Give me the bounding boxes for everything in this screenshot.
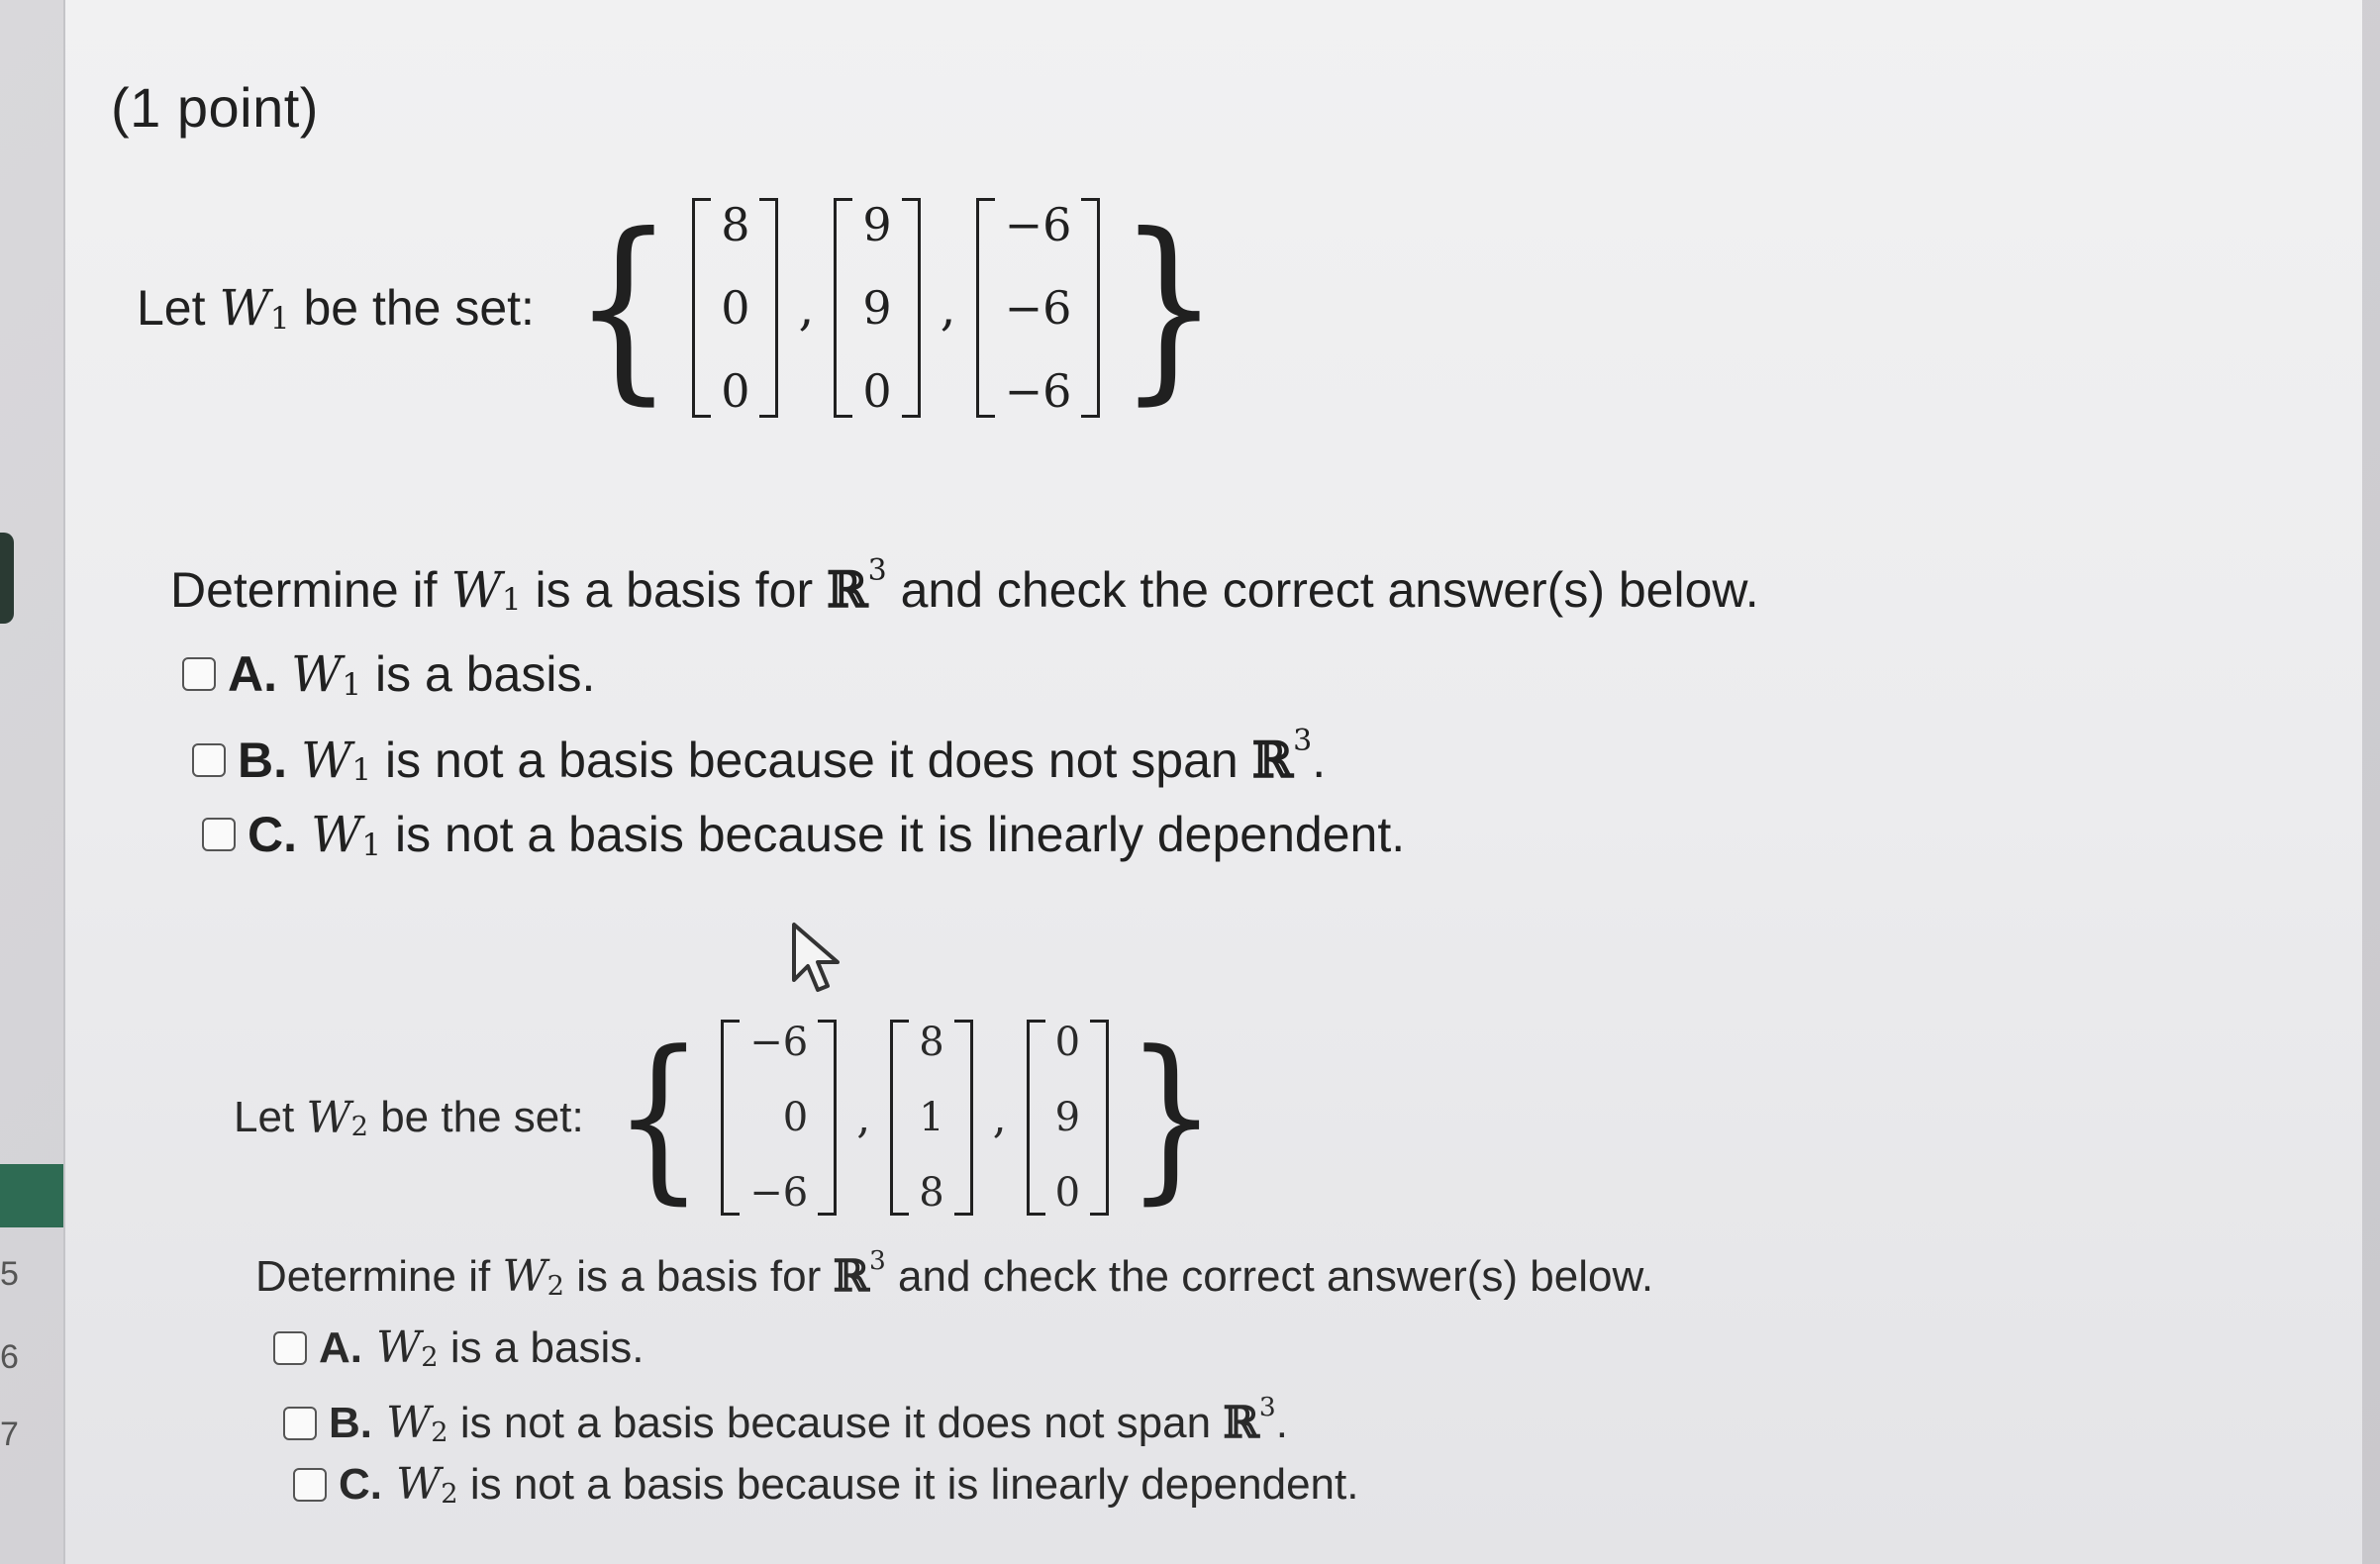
checkbox[interactable]: [283, 1407, 317, 1440]
vector-entry: 1: [919, 1095, 944, 1140]
q2-vector-1: [721, 1020, 837, 1216]
set-comma: ,: [940, 279, 956, 337]
vector-entry: 9: [862, 281, 892, 335]
q1-question: Determine if W 1 is a basis for ℝ 3 and check the correct answer(s) below.: [170, 553, 1759, 619]
vector-entry: −6: [749, 1170, 809, 1216]
q1-set-suffix: be the set:: [289, 280, 535, 336]
q2-vector-set: [602, 1014, 1229, 1221]
set-open-brace: {: [572, 192, 674, 423]
point-value: (1 point): [111, 76, 319, 139]
side-panel-handle[interactable]: [0, 533, 14, 624]
vector-entry: 9: [862, 198, 892, 251]
checkbox[interactable]: [182, 657, 216, 691]
set-close-brace: }: [1126, 1014, 1218, 1221]
checkbox[interactable]: [202, 818, 236, 851]
q1-var-sub: 1: [269, 300, 290, 337]
set-open-brace: {: [613, 1014, 704, 1221]
checkbox[interactable]: [273, 1331, 307, 1365]
vector-entry: 0: [1054, 1170, 1081, 1216]
q2-var-sub: 2: [350, 1112, 368, 1143]
q2-question: Determine if W 2 is a basis for ℝ 3 and check the correct answer(s) below.: [255, 1244, 1654, 1302]
q2-option-b[interactable]: B. W 2 is not a basis because it does not span ℝ 3 .: [283, 1398, 1288, 1448]
gutter-number: 6: [0, 1338, 19, 1376]
q2-vector-2: [890, 1020, 972, 1216]
q2-var: W: [306, 1092, 351, 1143]
vector-entry: 8: [919, 1170, 944, 1216]
vector-entry: 0: [1054, 1020, 1081, 1065]
vector-entry: 0: [782, 1095, 809, 1140]
checkbox[interactable]: [293, 1468, 327, 1502]
mouse-cursor-icon: [790, 921, 853, 1000]
checkbox[interactable]: [192, 743, 226, 777]
gutter-number: 5: [0, 1255, 19, 1293]
q2-option-c[interactable]: C. W 2 is not a basis because it is linearly dependent.: [293, 1459, 1358, 1510]
q1-vector-2: [834, 198, 920, 418]
q2-vector-3: [1027, 1020, 1109, 1216]
vector-entry: 0: [721, 281, 750, 335]
q1-option-b[interactable]: B. W 1 is not a basis because it does not span ℝ 3 .: [192, 731, 1326, 789]
vector-entry: −6: [1004, 364, 1072, 418]
q2-option-a[interactable]: A. W 2 is a basis.: [273, 1322, 644, 1373]
vector-entry: 8: [919, 1020, 944, 1065]
q1-vector-1: [692, 198, 778, 418]
vector-entry: −6: [1004, 198, 1072, 251]
vector-entry: 0: [862, 364, 892, 418]
q1-option-a[interactable]: A. W 1 is a basis.: [182, 645, 595, 703]
q2-set-prefix: Let: [234, 1093, 307, 1141]
set-comma: ,: [856, 1092, 871, 1143]
set-comma: ,: [992, 1092, 1007, 1143]
q1-set-definition: [137, 192, 1233, 423]
set-close-brace: }: [1119, 192, 1220, 423]
set-comma: ,: [798, 279, 815, 337]
q1-set-prefix: Let: [137, 280, 220, 336]
q1-var: W: [219, 279, 270, 337]
vector-entry: 0: [721, 364, 750, 418]
gutter-number: 7: [0, 1416, 19, 1453]
q1-vector-3: [976, 198, 1101, 418]
q2-set-definition: [234, 1014, 1229, 1221]
q2-set-suffix: be the set:: [367, 1093, 584, 1141]
vector-entry: 8: [721, 198, 750, 251]
vector-entry: −6: [1004, 281, 1072, 335]
q1-option-c[interactable]: C. W 1 is not a basis because it is linearly dependent.: [202, 806, 1405, 863]
vector-entry: −6: [749, 1020, 809, 1065]
q1-vector-set: [560, 192, 1233, 423]
vector-entry: 9: [1054, 1095, 1081, 1140]
